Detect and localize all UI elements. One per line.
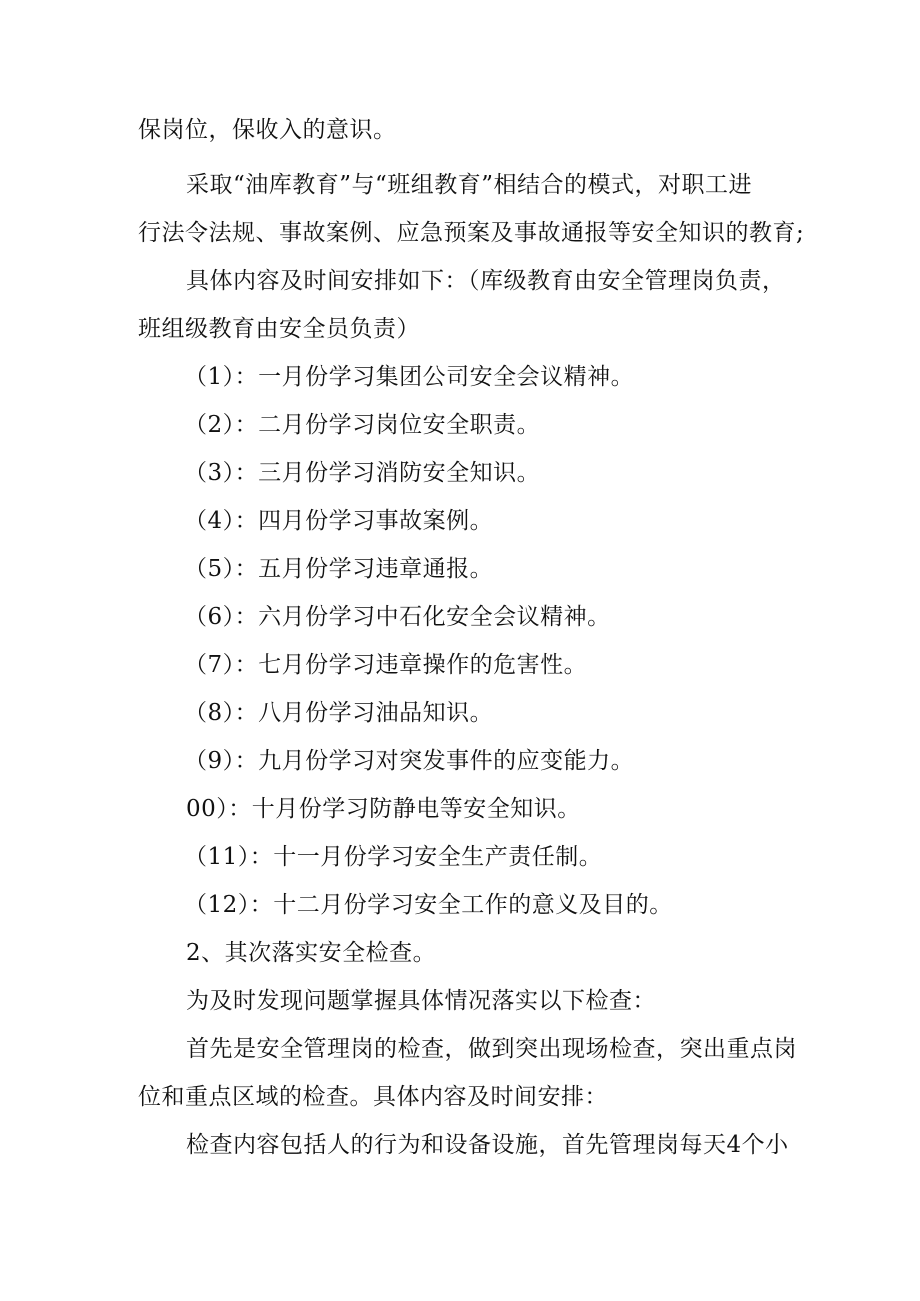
list-item: （6）：六月份学习中石化安全会议精神。 [184, 604, 611, 630]
list-item: （1）：一月份学习集团公司安全会议精神。 [184, 364, 635, 390]
list-item: 00）：十月份学习防静电等安全知识。 [186, 796, 581, 822]
list-item: （11）：十一月份学习安全生产责任制。 [184, 844, 603, 870]
list-item: （4）：四月份学习事故案例。 [184, 508, 494, 534]
paragraph-line: 为及时发现问题掌握具体情况落实以下检查： [186, 988, 656, 1014]
list-item: （12）：十二月份学习安全工作的意义及目的。 [184, 892, 673, 918]
list-item: （8）：八月份学习油品知识。 [184, 700, 494, 726]
paragraph-line: 检查内容包括人的行为和设备设施，首先管理岗每天4个小 [186, 1132, 789, 1158]
paragraph-line: 行法令法规、事故案例、应急预案及事故通报等安全知识的教育; [138, 220, 805, 246]
paragraph-line: 保岗位，保收入的意识。 [138, 117, 397, 143]
list-item: （9）：九月份学习对突发事件的应变能力。 [184, 748, 635, 774]
paragraph-line: 班组级教育由安全员负责） [138, 316, 420, 342]
paragraph-line: 位和重点区域的检查。具体内容及时间安排： [138, 1084, 608, 1110]
paragraph-line: 首先是安全管理岗的检查，做到突出现场检查，突出重点岗 [186, 1036, 797, 1062]
section-heading: 2、其次落实安全检查。 [186, 940, 437, 966]
list-item: （7）：七月份学习违章操作的危害性。 [184, 652, 588, 678]
list-item: （5）：五月份学习违章通报。 [184, 556, 494, 582]
list-item: （2）：二月份学习岗位安全职责。 [184, 412, 541, 438]
paragraph-line: 采取“油库教育”与“班组教育”相结合的模式，对职工进 [186, 172, 753, 198]
list-item: （3）：三月份学习消防安全知识。 [184, 460, 541, 486]
paragraph-line: 具体内容及时间安排如下：（库级教育由安全管理岗负责， [186, 268, 786, 294]
